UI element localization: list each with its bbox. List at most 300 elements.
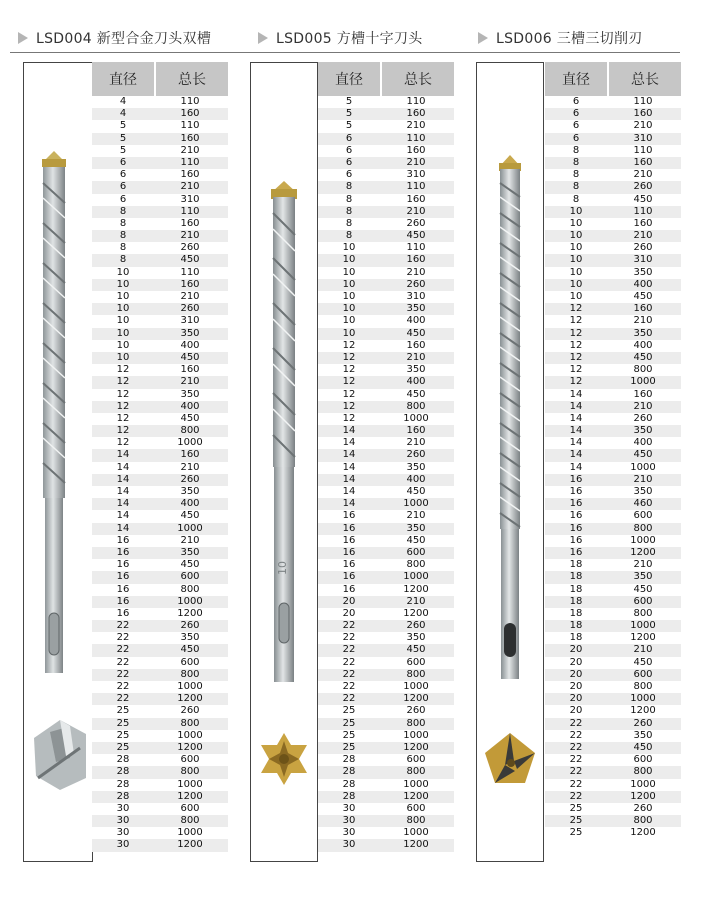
length-cell: 160 bbox=[180, 169, 200, 181]
table-row bbox=[318, 108, 454, 120]
length-cell: 450 bbox=[406, 534, 426, 546]
length-cell: 210 bbox=[406, 510, 426, 522]
table-row bbox=[318, 815, 454, 827]
table-row bbox=[318, 486, 454, 498]
col-diameter-header: 直径 bbox=[545, 62, 609, 96]
diameter-cell: 6 bbox=[119, 181, 127, 193]
table-row bbox=[318, 584, 454, 596]
length-cell: 1200 bbox=[403, 607, 429, 619]
diameter-cell: 30 bbox=[342, 815, 356, 827]
length-cell: 210 bbox=[180, 461, 200, 473]
diameter-cell: 8 bbox=[119, 254, 127, 266]
diameter-cell: 25 bbox=[342, 729, 356, 741]
drill-bit-illustration bbox=[477, 63, 543, 861]
length-cell: 310 bbox=[406, 169, 426, 181]
table-row bbox=[545, 157, 681, 169]
diameter-cell: 14 bbox=[569, 437, 583, 449]
table-row bbox=[545, 133, 681, 145]
table-body bbox=[92, 96, 228, 852]
diameter-cell: 14 bbox=[569, 449, 583, 461]
table-row bbox=[545, 449, 681, 461]
length-cell: 160 bbox=[180, 217, 200, 229]
table-row bbox=[545, 181, 681, 193]
length-cell: 600 bbox=[633, 510, 653, 522]
table-row bbox=[545, 632, 681, 644]
length-cell: 210 bbox=[406, 437, 426, 449]
table-row bbox=[545, 730, 681, 742]
table-row bbox=[318, 279, 454, 291]
diameter-cell: 8 bbox=[572, 193, 580, 205]
col-length-header: 总长 bbox=[631, 72, 659, 88]
diameter-cell: 10 bbox=[116, 315, 130, 327]
length-cell: 210 bbox=[406, 205, 426, 217]
length-cell: 600 bbox=[633, 754, 653, 766]
length-cell: 260 bbox=[406, 705, 426, 717]
diameter-cell: 16 bbox=[342, 522, 356, 534]
table-row bbox=[545, 328, 681, 340]
diameter-cell: 10 bbox=[342, 327, 356, 339]
length-cell: 260 bbox=[633, 181, 653, 193]
length-cell: 800 bbox=[633, 815, 653, 827]
table-row bbox=[92, 705, 228, 717]
table-row bbox=[545, 401, 681, 413]
length-cell: 600 bbox=[180, 571, 200, 583]
diameter-cell: 14 bbox=[569, 412, 583, 424]
table-row bbox=[92, 352, 228, 364]
table-row bbox=[92, 693, 228, 705]
diameter-cell: 22 bbox=[116, 632, 130, 644]
length-cell: 600 bbox=[633, 668, 653, 680]
table-row bbox=[318, 644, 454, 656]
table-row bbox=[318, 657, 454, 669]
table-row bbox=[92, 827, 228, 839]
diameter-cell: 14 bbox=[569, 388, 583, 400]
table-row bbox=[92, 133, 228, 145]
diameter-cell: 6 bbox=[572, 132, 580, 144]
length-cell: 210 bbox=[633, 473, 653, 485]
length-cell: 110 bbox=[406, 181, 426, 193]
diameter-cell: 22 bbox=[342, 668, 356, 680]
length-cell: 160 bbox=[633, 388, 653, 400]
diameter-cell: 10 bbox=[342, 303, 356, 315]
table-row bbox=[92, 157, 228, 169]
length-cell: 600 bbox=[406, 656, 426, 668]
diameter-cell: 30 bbox=[116, 839, 130, 851]
table-row bbox=[545, 340, 681, 352]
table-row bbox=[318, 791, 454, 803]
section-header-lsd006 bbox=[478, 27, 643, 49]
length-cell: 350 bbox=[180, 632, 200, 644]
table-row bbox=[318, 705, 454, 717]
diameter-cell: 25 bbox=[569, 827, 583, 839]
play-arrow-icon bbox=[478, 32, 488, 44]
diameter-cell: 25 bbox=[116, 717, 130, 729]
length-cell: 160 bbox=[633, 108, 653, 120]
col-length-header: 总长 bbox=[178, 72, 206, 88]
table-row bbox=[92, 254, 228, 266]
length-cell: 1000 bbox=[177, 522, 203, 534]
table-row bbox=[92, 340, 228, 352]
length-cell: 1000 bbox=[403, 827, 429, 839]
diameter-cell: 16 bbox=[116, 546, 130, 558]
table-row bbox=[318, 328, 454, 340]
length-cell: 800 bbox=[180, 583, 200, 595]
table-row bbox=[318, 596, 454, 608]
diameter-cell: 6 bbox=[345, 132, 353, 144]
table-row bbox=[92, 169, 228, 181]
length-cell: 210 bbox=[180, 376, 200, 388]
length-cell: 1200 bbox=[403, 741, 429, 753]
length-cell: 260 bbox=[633, 412, 653, 424]
table-row bbox=[545, 242, 681, 254]
length-cell: 1200 bbox=[630, 632, 656, 644]
diameter-cell: 20 bbox=[342, 595, 356, 607]
table-row bbox=[318, 218, 454, 230]
length-cell: 1200 bbox=[403, 839, 429, 851]
diameter-cell: 18 bbox=[569, 632, 583, 644]
length-cell: 450 bbox=[633, 741, 653, 753]
length-cell: 600 bbox=[406, 802, 426, 814]
length-cell: 450 bbox=[633, 351, 653, 363]
length-cell: 600 bbox=[633, 595, 653, 607]
table-row bbox=[318, 523, 454, 535]
length-cell: 110 bbox=[180, 266, 200, 278]
length-cell: 160 bbox=[406, 193, 426, 205]
diameter-cell: 12 bbox=[569, 339, 583, 351]
length-cell: 210 bbox=[406, 351, 426, 363]
table-row bbox=[318, 401, 454, 413]
table-row bbox=[545, 571, 681, 583]
table-row bbox=[92, 742, 228, 754]
table-row bbox=[545, 437, 681, 449]
table-row bbox=[545, 230, 681, 242]
diameter-cell: 28 bbox=[342, 766, 356, 778]
play-arrow-icon bbox=[258, 32, 268, 44]
length-cell: 1200 bbox=[177, 693, 203, 705]
table-row bbox=[545, 693, 681, 705]
table-row bbox=[545, 510, 681, 522]
table-row bbox=[318, 803, 454, 815]
diameter-cell: 25 bbox=[342, 717, 356, 729]
length-cell: 260 bbox=[406, 449, 426, 461]
diameter-cell: 12 bbox=[342, 412, 356, 424]
diameter-cell: 10 bbox=[342, 254, 356, 266]
table-row bbox=[318, 340, 454, 352]
diameter-cell: 4 bbox=[119, 108, 127, 120]
table-row bbox=[318, 206, 454, 218]
diameter-cell: 12 bbox=[116, 412, 130, 424]
section-header-lsd004 bbox=[18, 27, 211, 49]
diameter-cell: 22 bbox=[569, 754, 583, 766]
table-row bbox=[545, 352, 681, 364]
diameter-cell: 30 bbox=[342, 802, 356, 814]
length-cell: 110 bbox=[406, 242, 426, 254]
diameter-cell: 10 bbox=[342, 291, 356, 302]
table-row bbox=[318, 157, 454, 169]
diameter-cell: 25 bbox=[116, 729, 130, 741]
col-diameter-header: 直径 bbox=[92, 62, 156, 96]
table-row bbox=[318, 352, 454, 364]
length-cell: 210 bbox=[180, 144, 200, 156]
diameter-cell: 22 bbox=[342, 681, 356, 692]
length-cell: 110 bbox=[180, 96, 200, 107]
table-row bbox=[545, 376, 681, 388]
length-cell: 400 bbox=[633, 339, 653, 351]
diameter-cell: 18 bbox=[569, 571, 583, 583]
diameter-cell: 8 bbox=[572, 156, 580, 168]
table-row bbox=[318, 669, 454, 681]
diameter-cell: 22 bbox=[569, 790, 583, 802]
table-row bbox=[318, 181, 454, 193]
table-row bbox=[92, 315, 228, 327]
diameter-cell: 16 bbox=[569, 522, 583, 534]
table-row bbox=[92, 376, 228, 388]
table-row bbox=[545, 108, 681, 120]
shank-size-mark: 10 bbox=[276, 561, 289, 575]
length-cell: 160 bbox=[633, 217, 653, 229]
diameter-cell: 25 bbox=[342, 741, 356, 753]
table-row bbox=[318, 632, 454, 644]
length-cell: 450 bbox=[180, 644, 200, 656]
length-cell: 260 bbox=[633, 242, 653, 254]
diameter-cell: 28 bbox=[116, 778, 130, 790]
diameter-cell: 10 bbox=[569, 205, 583, 217]
diameter-cell: 16 bbox=[342, 510, 356, 522]
length-cell: 350 bbox=[180, 327, 200, 339]
table-row bbox=[92, 730, 228, 742]
length-cell: 1000 bbox=[403, 412, 429, 424]
diameter-cell: 5 bbox=[119, 132, 127, 144]
length-cell: 210 bbox=[633, 169, 653, 181]
table-row bbox=[318, 194, 454, 206]
table-row bbox=[545, 596, 681, 608]
table-row bbox=[92, 669, 228, 681]
length-cell: 450 bbox=[633, 291, 653, 302]
length-cell: 450 bbox=[406, 327, 426, 339]
table-row bbox=[545, 389, 681, 401]
diameter-cell: 8 bbox=[119, 205, 127, 217]
table-row bbox=[318, 425, 454, 437]
length-cell: 210 bbox=[633, 315, 653, 327]
spec-table-lsd006 bbox=[545, 62, 681, 839]
diameter-cell: 22 bbox=[569, 717, 583, 729]
diameter-cell: 16 bbox=[342, 583, 356, 595]
table-body bbox=[318, 96, 454, 852]
table-row bbox=[318, 376, 454, 388]
col-diameter-header: 直径 bbox=[318, 62, 382, 96]
length-cell: 160 bbox=[406, 425, 426, 437]
length-cell: 350 bbox=[633, 327, 653, 339]
length-cell: 1200 bbox=[403, 693, 429, 705]
diameter-cell: 22 bbox=[116, 620, 130, 632]
diameter-cell: 14 bbox=[342, 461, 356, 473]
diameter-cell: 12 bbox=[569, 351, 583, 363]
table-row bbox=[545, 827, 681, 839]
diameter-cell: 30 bbox=[116, 827, 130, 839]
diameter-cell: 20 bbox=[569, 644, 583, 656]
length-cell: 600 bbox=[180, 802, 200, 814]
table-row bbox=[545, 803, 681, 815]
length-cell: 210 bbox=[406, 595, 426, 607]
table-row bbox=[545, 254, 681, 266]
length-cell: 1000 bbox=[177, 681, 203, 692]
header-divider bbox=[10, 52, 680, 53]
table-row bbox=[318, 230, 454, 242]
diameter-cell: 12 bbox=[116, 437, 130, 449]
length-cell: 450 bbox=[180, 351, 200, 363]
table-row bbox=[318, 718, 454, 730]
diameter-cell: 22 bbox=[569, 741, 583, 753]
table-row bbox=[545, 267, 681, 279]
diameter-cell: 6 bbox=[572, 108, 580, 120]
diameter-cell: 16 bbox=[342, 559, 356, 571]
drill-bit-illustration bbox=[24, 63, 92, 861]
length-cell: 350 bbox=[406, 303, 426, 315]
length-cell: 110 bbox=[633, 144, 653, 156]
length-cell: 160 bbox=[406, 254, 426, 266]
diameter-cell: 12 bbox=[569, 315, 583, 327]
diameter-cell: 22 bbox=[116, 681, 130, 692]
diameter-cell: 8 bbox=[572, 181, 580, 193]
diameter-cell: 14 bbox=[342, 449, 356, 461]
table-row bbox=[92, 681, 228, 693]
length-cell: 350 bbox=[406, 364, 426, 376]
diameter-cell: 10 bbox=[116, 339, 130, 351]
table-row bbox=[92, 218, 228, 230]
table-row bbox=[318, 474, 454, 486]
diameter-cell: 14 bbox=[569, 425, 583, 437]
table-header bbox=[92, 62, 228, 96]
table-row bbox=[318, 827, 454, 839]
table-row bbox=[545, 559, 681, 571]
length-cell: 210 bbox=[633, 230, 653, 242]
length-cell: 1000 bbox=[630, 778, 656, 790]
length-cell: 450 bbox=[633, 193, 653, 205]
table-row bbox=[545, 681, 681, 693]
diameter-cell: 14 bbox=[342, 437, 356, 449]
table-row bbox=[545, 486, 681, 498]
table-header bbox=[318, 62, 454, 96]
table-row bbox=[92, 279, 228, 291]
length-cell: 350 bbox=[406, 461, 426, 473]
diameter-cell: 16 bbox=[116, 571, 130, 583]
table-row bbox=[545, 145, 681, 157]
diameter-cell: 16 bbox=[569, 498, 583, 510]
length-cell: 450 bbox=[406, 644, 426, 656]
length-cell: 260 bbox=[406, 620, 426, 632]
table-row bbox=[92, 571, 228, 583]
diameter-cell: 14 bbox=[116, 510, 130, 522]
table-row bbox=[318, 291, 454, 303]
diameter-cell: 6 bbox=[345, 169, 353, 181]
length-cell: 160 bbox=[180, 132, 200, 144]
table-row bbox=[545, 791, 681, 803]
length-cell: 1000 bbox=[630, 534, 656, 546]
table-row bbox=[92, 96, 228, 108]
table-row bbox=[318, 498, 454, 510]
diameter-cell: 16 bbox=[569, 546, 583, 558]
length-cell: 400 bbox=[180, 498, 200, 510]
table-row bbox=[92, 486, 228, 498]
table-header bbox=[545, 62, 681, 96]
length-cell: 160 bbox=[633, 156, 653, 168]
diameter-cell: 14 bbox=[342, 498, 356, 510]
length-cell: 800 bbox=[180, 717, 200, 729]
length-cell: 260 bbox=[180, 473, 200, 485]
length-cell: 110 bbox=[633, 205, 653, 217]
length-cell: 160 bbox=[406, 108, 426, 120]
length-cell: 310 bbox=[180, 193, 200, 205]
diameter-cell: 10 bbox=[116, 291, 130, 302]
length-cell: 160 bbox=[406, 144, 426, 156]
diameter-cell: 28 bbox=[116, 766, 130, 778]
length-cell: 1200 bbox=[630, 827, 656, 839]
length-cell: 400 bbox=[633, 437, 653, 449]
length-cell: 800 bbox=[633, 364, 653, 376]
table-row bbox=[92, 523, 228, 535]
length-cell: 450 bbox=[180, 254, 200, 266]
diameter-cell: 20 bbox=[569, 705, 583, 717]
table-row bbox=[92, 389, 228, 401]
length-cell: 1200 bbox=[177, 741, 203, 753]
table-row bbox=[92, 644, 228, 656]
table-row bbox=[318, 462, 454, 474]
diameter-cell: 10 bbox=[569, 230, 583, 242]
diameter-cell: 25 bbox=[569, 815, 583, 827]
diameter-cell: 16 bbox=[569, 534, 583, 546]
table-row bbox=[545, 194, 681, 206]
diameter-cell: 18 bbox=[569, 595, 583, 607]
length-cell: 350 bbox=[633, 266, 653, 278]
diameter-cell: 5 bbox=[345, 120, 353, 132]
drill-bit-illustration bbox=[251, 63, 317, 861]
length-cell: 450 bbox=[633, 656, 653, 668]
table-row bbox=[545, 523, 681, 535]
section-header-lsd005 bbox=[258, 27, 423, 49]
diameter-cell: 18 bbox=[569, 583, 583, 595]
bit-tip-closeup bbox=[261, 733, 307, 785]
diameter-cell: 10 bbox=[116, 327, 130, 339]
length-cell: 1200 bbox=[177, 790, 203, 802]
length-cell: 1000 bbox=[177, 827, 203, 839]
diameter-cell: 10 bbox=[116, 266, 130, 278]
table-row bbox=[545, 779, 681, 791]
length-cell: 1000 bbox=[630, 620, 656, 632]
table-row bbox=[318, 120, 454, 132]
length-cell: 400 bbox=[180, 400, 200, 412]
diameter-cell: 8 bbox=[345, 230, 353, 242]
diameter-cell: 30 bbox=[116, 802, 130, 814]
diameter-cell: 16 bbox=[116, 607, 130, 619]
length-cell: 160 bbox=[180, 364, 200, 376]
diameter-cell: 5 bbox=[345, 108, 353, 120]
diameter-cell: 22 bbox=[569, 778, 583, 790]
diameter-cell: 8 bbox=[119, 217, 127, 229]
diameter-cell: 25 bbox=[342, 705, 356, 717]
table-row bbox=[92, 779, 228, 791]
diameter-cell: 12 bbox=[116, 376, 130, 388]
table-row bbox=[318, 608, 454, 620]
table-row bbox=[545, 474, 681, 486]
length-cell: 450 bbox=[406, 486, 426, 497]
length-cell: 210 bbox=[633, 400, 653, 412]
length-cell: 1000 bbox=[403, 571, 429, 583]
table-row bbox=[92, 620, 228, 632]
table-row bbox=[318, 754, 454, 766]
table-row bbox=[318, 133, 454, 145]
length-cell: 800 bbox=[406, 400, 426, 412]
length-cell: 260 bbox=[406, 217, 426, 229]
